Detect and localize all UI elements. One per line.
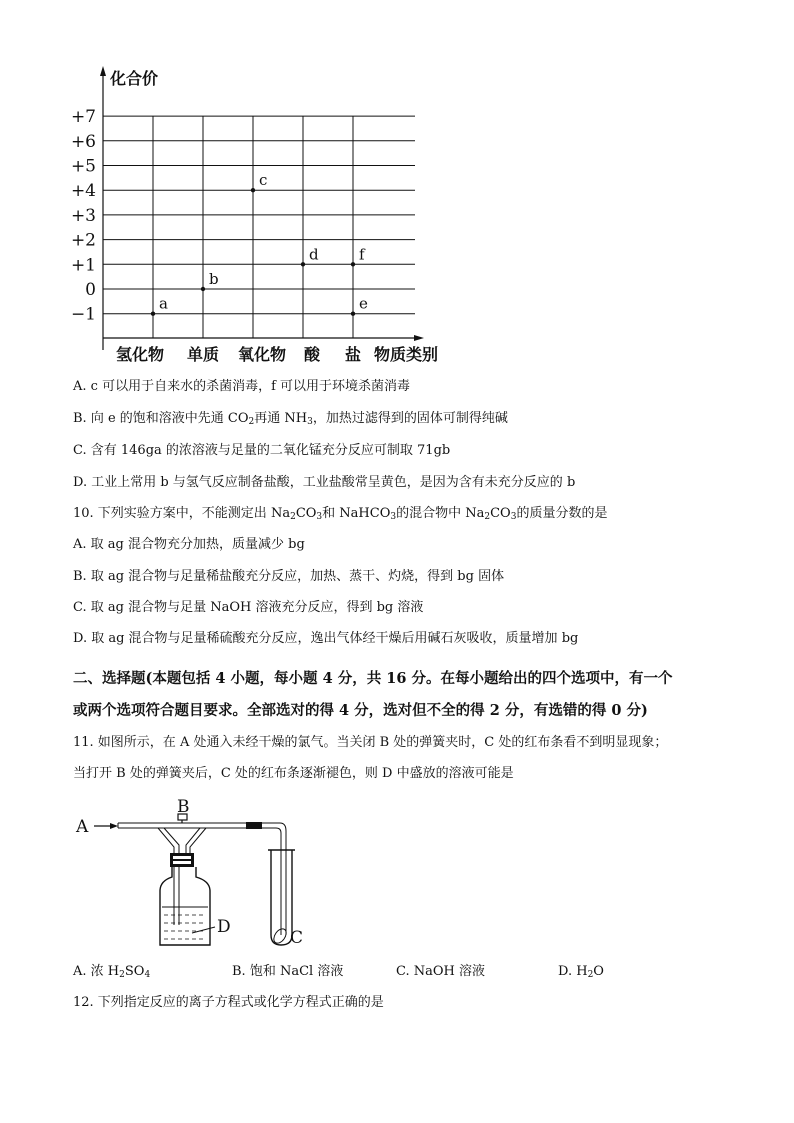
label-d: D: [217, 917, 231, 937]
point-label-d: d: [309, 245, 319, 264]
q10-option-b: B. 取 ag 混合物与足量稀盐酸充分反应，加热、蒸干、灼烧，得到 bg 固体: [73, 569, 505, 584]
q9-option-c: C. 含有 146ga 的浓溶液与足量的二氧化锰充分反应可制取 71gb: [73, 443, 451, 458]
q10-stem: 10. 下列实验方案中，不能测定出 $Na_2CO_3$和 NaHCO$_3$的混合物中 $Na_2CO_3$的质量分数的是: [73, 506, 608, 522]
y-tick-label: +3: [70, 205, 96, 226]
y-tick-label: 0: [85, 280, 96, 300]
label-c: C: [290, 928, 304, 948]
point-c: [251, 188, 255, 192]
point-label-a: a: [159, 294, 168, 313]
point-label-b: b: [209, 270, 219, 288]
rubber-connector: [246, 822, 262, 829]
y-tick-label: +1: [70, 255, 96, 276]
point-label-c: c: [259, 171, 268, 190]
point-label-e: e: [359, 294, 368, 313]
q11-option-c: C. NaOH 溶液: [396, 964, 486, 979]
x-axis-title: 物质类别: [374, 345, 439, 364]
x-tick-label: 酸: [303, 345, 321, 364]
q11-stem-line2: 当打开 B 处的弹簧夹后，C 处的红布条逐渐褪色，则 D 中盛放的溶液可能是: [73, 766, 514, 781]
chart-grid: [103, 116, 415, 338]
label-a: A: [76, 817, 89, 837]
y-tick-label: +4: [70, 181, 96, 202]
valence-class-chart: [0, 0, 794, 380]
q10-option-d: D. 取 ag 混合物与足量稀硫酸充分反应，逸出气体经干燥后用碱石灰吸收，质量增加 bg: [73, 631, 579, 646]
q11-option-b: B. 饱和 NaCl 溶液: [232, 964, 344, 979]
y-tick-labels: [71, 107, 96, 325]
y-tick-label: −1: [70, 304, 96, 325]
q10-option-c: C. 取 ag 混合物与足量 NaOH 溶液充分反应，得到 bg 溶液: [73, 600, 424, 615]
y-tick-label: +2: [70, 230, 96, 251]
x-tick-label: 氧化物: [237, 345, 287, 364]
x-tick-labels: [116, 345, 361, 364]
chart-points: [151, 171, 368, 316]
y-tick-label: +5: [70, 156, 96, 177]
q12-stem: 12. 下列指定反应的离子方程式或化学方程式正确的是: [73, 995, 384, 1010]
section2-heading-line1: 二、选择题(本题包括 4 小题，每小题 4 分，共 16 分。在每小题给出的四个选项中，有一个: [73, 670, 673, 687]
q11-stem-line1: 11. 如图所示，在 A 处通入未经干燥的氯气。当关闭 B 处的弹簧夹时，C 处的红布条看不到明显现象；: [73, 735, 668, 750]
bottle-stopper: [170, 853, 194, 867]
x-tick-label: 氢化物: [115, 345, 165, 364]
point-e: [351, 312, 355, 316]
y-axis-arrow: [100, 66, 106, 76]
q9-option-d: D. 工业上常用 b 与氢气反应制备盐酸，工业盐酸常呈黄色，是因为含有未充分反应的 b: [73, 475, 576, 490]
q11-option-d: D. $H_2O$: [558, 964, 604, 980]
q9-option-a: A. c 可以用于自来水的杀菌消毒，f 可以用于环境杀菌消毒: [73, 379, 411, 394]
x-tick-label: 单质: [186, 345, 220, 364]
point-b: [201, 287, 205, 291]
point-a: [151, 312, 155, 316]
q10-option-a: A. 取 ag 混合物充分加热，质量减少 bg: [73, 537, 305, 552]
label-b: B: [177, 797, 190, 817]
y-tick-label: +6: [70, 131, 96, 152]
point-label-f: f: [359, 245, 365, 264]
q9-option-b: B. 向 e 的饱和溶液中先通 $CO_2$再通 $NH_3$，加热过滤得到的固体可制得纯碱: [73, 411, 508, 427]
point-f: [351, 262, 355, 266]
x-axis-arrow: [414, 335, 424, 341]
apparatus-diagram: [0, 795, 794, 955]
y-axis-title: 化合价: [110, 69, 159, 88]
inlet-arrow-head: [110, 823, 118, 829]
x-tick-label: 盐: [344, 345, 362, 364]
section2-heading-line2: 或两个选项符合题目要求。全部选对的得 4 分，选对但不全的得 2 分，有选错的得 0 分): [73, 702, 648, 719]
y-tick-label: +7: [70, 107, 96, 128]
q11-option-a: A. 浓 $H_2SO_4$: [73, 964, 151, 980]
gas-washing-bottle: [160, 867, 210, 945]
point-d: [301, 262, 305, 266]
